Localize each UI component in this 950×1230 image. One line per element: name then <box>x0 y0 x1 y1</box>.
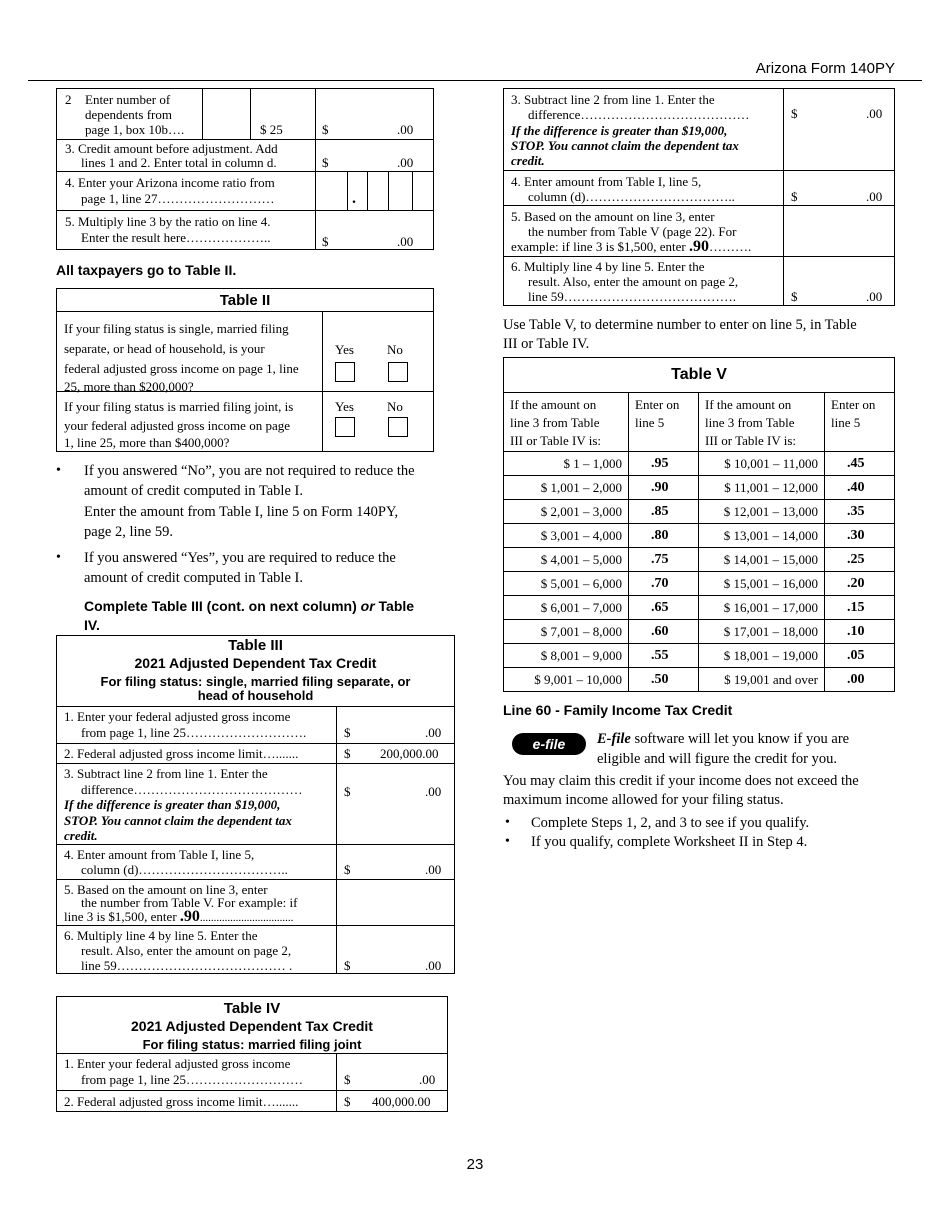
table-4 <box>56 996 448 1112</box>
line60-bullet2-marker: • <box>505 834 510 849</box>
table4-line1-label-1: 1. Enter your federal adjusted gross income <box>64 1056 291 1071</box>
table4-line1-amount[interactable]: .00 <box>419 1072 436 1087</box>
rt-line6-label-3: line 59…………………………………. <box>528 289 736 304</box>
table3-warning-3: credit. <box>64 828 98 843</box>
table5-enter-value: .70 <box>629 572 699 596</box>
table3-line1-amount[interactable]: .00 <box>425 725 442 740</box>
row2-label-2: dependents from <box>85 107 173 122</box>
table5-amount-range: $ 6,001 – 7,000 <box>504 596 629 620</box>
table5-enter-value: .90 <box>629 476 699 500</box>
rt-line5-label-3: example: if line 3 is $1,500, enter .90………. <box>511 238 752 255</box>
table3-line5-label-3: line 3 is $1,500, enter .90.................................. <box>64 908 294 925</box>
row2-num: 2 <box>65 92 72 107</box>
table5-enter-value: .85 <box>629 500 699 524</box>
bullet-1b-line1: Enter the amount from Table I, line 5 on Form 140PY, <box>84 504 399 520</box>
table5-amount-range: $ 10,001 – 11,000 <box>699 452 825 476</box>
table5-amount-range: $ 17,001 – 18,000 <box>699 620 825 644</box>
table5-enter-value: .40 <box>825 476 895 500</box>
table5-amount-range: $ 11,001 – 12,000 <box>699 476 825 500</box>
row3-amount[interactable]: .00 <box>397 155 414 170</box>
table5-enter-value: .45 <box>825 452 895 476</box>
table5-title-box <box>503 357 895 393</box>
table3-line1-label-2: from page 1, line 25………………………. <box>81 725 307 740</box>
row5-dollar: $ <box>322 234 329 249</box>
table5-row <box>504 596 895 620</box>
row2-rate: $ 25 <box>260 122 283 137</box>
rt-line6-amount[interactable]: .00 <box>866 289 883 304</box>
rt-line3-label-2: difference………………………………… <box>528 107 750 122</box>
bullet-1-marker: • <box>56 463 61 478</box>
table5-enter-value: .25 <box>825 548 895 572</box>
table5-row <box>504 572 895 596</box>
table3-title: Table III <box>228 637 283 654</box>
table2-q2-line1: If your filing status is married filing joint, is <box>64 399 294 414</box>
rt-warning-3: credit. <box>511 153 545 168</box>
table3-line4-amount[interactable]: .00 <box>425 862 442 877</box>
table5-amount-range: $ 5,001 – 6,000 <box>504 572 629 596</box>
table5-enter-value: .30 <box>825 524 895 548</box>
table5-title: Table V <box>671 366 727 383</box>
table5-amount-range: $ 18,001 – 19,000 <box>699 644 825 668</box>
use-table-v-line2: III or Table IV. <box>503 336 590 352</box>
row3-label-1: 3. Credit amount before adjustment. Add <box>65 141 278 156</box>
rt-line4-amount[interactable]: .00 <box>866 189 883 204</box>
table3-warning-1: If the difference is greater than $19,000, <box>64 797 281 812</box>
row2-label-1: Enter number of <box>85 92 171 107</box>
table2-title: Table II <box>219 292 271 309</box>
table3-line2-amount: 200,000.00 <box>380 746 439 761</box>
table5-amount-range: $ 1,001 – 2,000 <box>504 476 629 500</box>
row4-label-2: page 1, line 27……………………… <box>81 191 275 206</box>
table5-amount-range: $ 7,001 – 8,000 <box>504 620 629 644</box>
table5-enter-value: .80 <box>629 524 699 548</box>
table3-line4-label-2: column (d)…………………………….. <box>81 862 288 877</box>
use-table-v-line1: Use Table V, to determine number to enter on line 5, in Table <box>503 317 857 333</box>
table5-enter-value: .60 <box>629 620 699 644</box>
table3-line5-label-2: the number from Table V. For example: if <box>81 895 298 910</box>
table5-enter-value: .55 <box>629 644 699 668</box>
table3-line6-label-2: result. Also, enter the amount on page 2, <box>81 943 292 958</box>
row5-label-2: Enter the result here……………….. <box>81 230 271 245</box>
table5-amount-range: $ 4,001 – 5,000 <box>504 548 629 572</box>
rt-line3-label-1: 3. Subtract line 2 from line 1. Enter the <box>511 92 715 107</box>
table5-amount-range: $ 14,001 – 15,000 <box>699 548 825 572</box>
table3-line6-label-1: 6. Multiply line 4 by line 5. Enter the <box>64 928 258 943</box>
row3-dollar: $ <box>322 155 329 170</box>
efile-text-line2: eligible and will figure the credit for you. <box>597 751 837 767</box>
table2-q1-yes-label: Yes <box>335 342 354 357</box>
header-rule <box>28 80 922 81</box>
table3-line6-amount[interactable]: .00 <box>425 958 442 973</box>
row5-amount[interactable]: .00 <box>397 234 414 249</box>
table2-q2-no-label: No <box>387 399 403 414</box>
line60-bullet1: Complete Steps 1, 2, and 3 to see if you qualify. <box>531 815 810 831</box>
table2-q2-yes-label: Yes <box>335 399 354 414</box>
bullet-2-line2: amount of credit computed in Table I. <box>84 570 303 586</box>
efile-text-line1: E-file software will let you know if you are <box>597 731 850 747</box>
table3-line3-label-1: 3. Subtract line 2 from line 1. Enter the <box>64 766 268 781</box>
rt-line3-amount[interactable]: .00 <box>866 106 883 121</box>
bullet-2-line1: If you answered “Yes”, you are required to reduce the <box>84 550 396 566</box>
table5-enter-value: .10 <box>825 620 895 644</box>
complete-table3-heading: Complete Table III (cont. on next column) or Table <box>84 598 415 614</box>
table3-line2-dollar: $ <box>344 746 351 761</box>
table5-amount-range: $ 12,001 – 13,000 <box>699 500 825 524</box>
table2-q1-line3: federal adjusted gross income on page 1, line <box>64 361 299 376</box>
table5-amount-range: $ 13,001 – 14,000 <box>699 524 825 548</box>
row2-dollar: $ <box>322 122 329 137</box>
row2-label-3: page 1, box 10b…. <box>85 122 185 137</box>
table2-q2-no-checkbox[interactable] <box>388 417 408 437</box>
table5-row <box>504 500 895 524</box>
rt-warning-2: STOP. You cannot claim the dependent tax <box>511 138 739 153</box>
all-taxpayers-heading: All taxpayers go to Table II. <box>56 262 237 278</box>
complete-table4-heading: IV. <box>84 617 100 633</box>
table4-filing-status: For filing status: married filing joint <box>142 1037 362 1052</box>
table-3 <box>56 635 455 974</box>
table-5 <box>503 392 895 692</box>
rt-line3-dollar: $ <box>791 106 798 121</box>
table5-amount-range: $ 16,001 – 17,000 <box>699 596 825 620</box>
bullet-1b-line2: page 2, line 59. <box>84 524 173 540</box>
table3-line4-label-1: 4. Enter amount from Table I, line 5, <box>64 847 255 862</box>
table5-enter-value: .75 <box>629 548 699 572</box>
table5-header-enter-2: Enter on line 5 <box>825 393 895 452</box>
bullet-1-line2: amount of credit computed in Table I. <box>84 483 303 499</box>
rt-line6-label-1: 6. Multiply line 4 by line 5. Enter the <box>511 259 705 274</box>
table2-q1-no-checkbox[interactable] <box>388 362 408 382</box>
table5-enter-value: .65 <box>629 596 699 620</box>
page-number: 23 <box>466 1156 484 1173</box>
table5-amount-range: $ 8,001 – 9,000 <box>504 644 629 668</box>
table4-line2-label: 2. Federal adjusted gross income limit…....... <box>64 1094 299 1109</box>
line60-paragraph-line1: You may claim this credit if your income does not exceed the <box>503 773 859 789</box>
table-2 <box>56 288 434 452</box>
table3-line4-dollar: $ <box>344 862 351 877</box>
table3-line6-dollar: $ <box>344 958 351 973</box>
table5-enter-value: .20 <box>825 572 895 596</box>
table5-enter-value: .50 <box>629 668 699 692</box>
form-title: Arizona Form 140PY <box>755 60 895 77</box>
table5-amount-range: $ 3,001 – 4,000 <box>504 524 629 548</box>
table5-header-amount-1: If the amount on line 3 from Table III or Table IV is: <box>504 393 629 452</box>
table4-continuation <box>503 88 895 306</box>
table2-q1-no-label: No <box>387 342 403 357</box>
rt-line4-label-2: column (d)…………………………….. <box>528 189 735 204</box>
table5-row <box>504 644 895 668</box>
table3-line2-label: 2. Federal adjusted gross income limit…....... <box>64 746 299 761</box>
rt-line5-label-1: 5. Based on the amount on line 3, enter <box>511 209 715 224</box>
table5-amount-range: $ 15,001 – 16,000 <box>699 572 825 596</box>
table3-line3-dollar: $ <box>344 784 351 799</box>
rt-line4-dollar: $ <box>791 189 798 204</box>
table3-line1-dollar: $ <box>344 725 351 740</box>
line60-bullet1-marker: • <box>505 815 510 830</box>
table3-line3-label-2: difference………………………………… <box>81 782 303 797</box>
table3-line3-amount[interactable]: .00 <box>425 784 442 799</box>
line60-heading: Line 60 - Family Income Tax Credit <box>503 702 733 718</box>
rt-line4-label-1: 4. Enter amount from Table I, line 5, <box>511 174 702 189</box>
table5-enter-value: .15 <box>825 596 895 620</box>
row4-label-1: 4. Enter your Arizona income ratio from <box>65 175 275 190</box>
table5-enter-value: .05 <box>825 644 895 668</box>
table5-header-amount-2: If the amount on line 3 from Table III or Table IV is: <box>699 393 825 452</box>
row5-label-1: 5. Multiply line 3 by the ratio on line 4. <box>65 214 271 229</box>
row2-amount[interactable]: .00 <box>397 122 414 137</box>
table3-line5-label-1: 5. Based on the amount on line 3, enter <box>64 882 268 897</box>
rt-line6-dollar: $ <box>791 289 798 304</box>
ratio-decimal-point: . <box>352 190 356 207</box>
table5-amount-range: $ 1 – 1,000 <box>504 452 629 476</box>
table5-row <box>504 668 895 692</box>
table3-subtitle: 2021 Adjusted Dependent Tax Credit <box>134 655 377 671</box>
table5-enter-value: .35 <box>825 500 895 524</box>
rt-line6-label-2: result. Also, enter the amount on page 2, <box>528 274 739 289</box>
table4-subtitle: 2021 Adjusted Dependent Tax Credit <box>131 1018 373 1034</box>
table5-amount-range: $ 2,001 – 3,000 <box>504 500 629 524</box>
table2-q2-line3: 1, line 25, more than $400,000? <box>64 435 230 450</box>
table2-q1-line2: separate, or head of household, is your <box>64 341 265 356</box>
table5-enter-value: .95 <box>629 452 699 476</box>
line60-bullet2: If you qualify, complete Worksheet II in Step 4. <box>531 834 808 850</box>
table3-warning-2: STOP. You cannot claim the dependent tax <box>64 813 292 828</box>
table3-line6-label-3: line 59………………………………… . <box>81 958 293 973</box>
bullet-2-marker: • <box>56 550 61 565</box>
table2-q1-yes-checkbox[interactable] <box>335 362 355 382</box>
table5-row <box>504 476 895 500</box>
table5-row <box>504 452 895 476</box>
row3-label-2: lines 1 and 2. Enter total in column d. <box>81 155 277 170</box>
rt-line5-label-2: the number from Table V (page 22). For <box>528 224 737 239</box>
table5-enter-value: .00 <box>825 668 895 692</box>
table5-row <box>504 548 895 572</box>
table3-line1-label-1: 1. Enter your federal adjusted gross income <box>64 709 291 724</box>
table2-q2-yes-checkbox[interactable] <box>335 417 355 437</box>
table5-amount-range: $ 19,001 and over <box>699 668 825 692</box>
table4-line2-amount: 400,000.00 <box>372 1094 431 1109</box>
table3-filing-status: For filing status: single, married filing separate, or head of household <box>100 674 411 703</box>
table4-title: Table IV <box>223 1000 281 1017</box>
table4-line2-dollar: $ <box>344 1094 351 1109</box>
table5-row <box>504 524 895 548</box>
table2-q1-line4: 25, more than $200,000? <box>64 379 194 394</box>
table4-line1-label-2: from page 1, line 25……………………… <box>81 1072 304 1087</box>
table2-q2-line2: your federal adjusted gross income on page <box>64 418 290 433</box>
table2-q1-line1: If your filing status is single, married filing <box>64 321 289 336</box>
table5-amount-range: $ 9,001 – 10,000 <box>504 668 629 692</box>
table5-row <box>504 620 895 644</box>
bullet-1-line1: If you answered “No”, you are not required to reduce the <box>84 463 415 479</box>
table4-line1-dollar: $ <box>344 1072 351 1087</box>
line60-paragraph-line2: maximum income allowed for your filing status. <box>503 792 784 808</box>
rt-warning-1: If the difference is greater than $19,000, <box>511 123 728 138</box>
table5-header-enter-1: Enter on line 5 <box>629 393 699 452</box>
table1-continuation <box>56 88 434 250</box>
efile-logo: e-file <box>512 733 586 755</box>
